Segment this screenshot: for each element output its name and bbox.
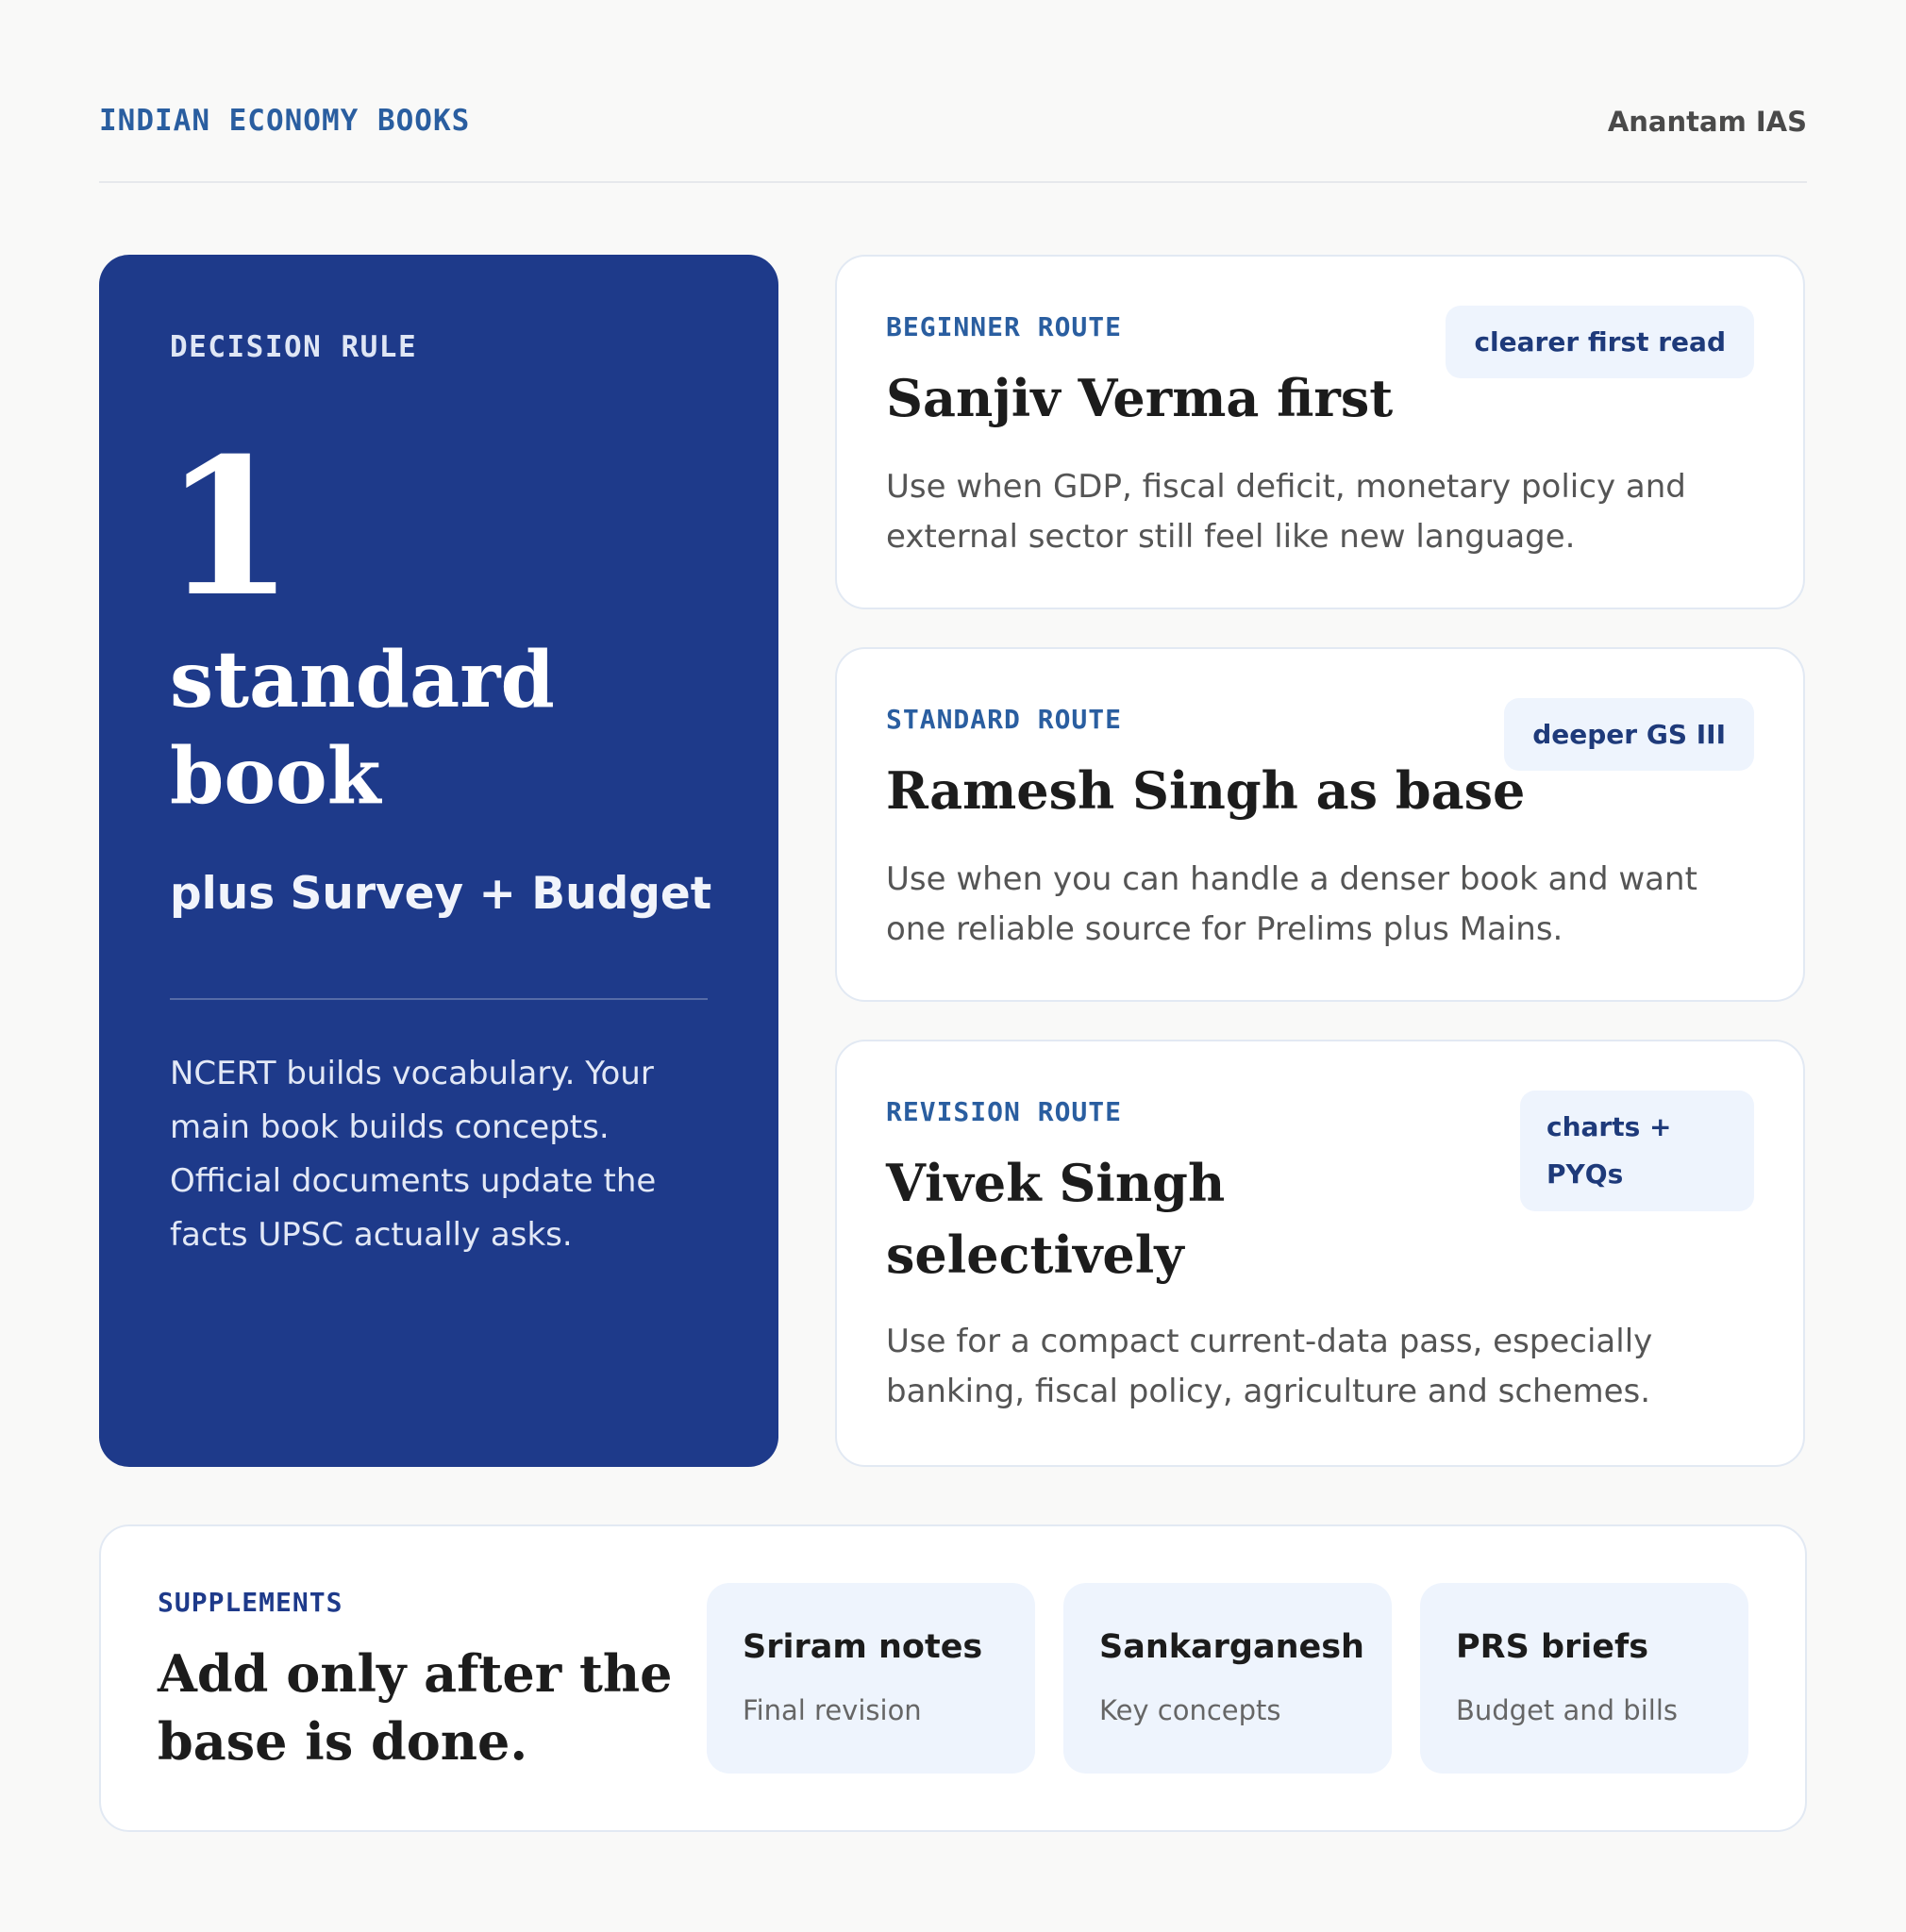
supplement-note: Final revision — [743, 1694, 922, 1726]
route-card-beginner — [835, 255, 1805, 609]
supplement-name: Sankarganesh — [1099, 1628, 1364, 1666]
route-badge — [1520, 1091, 1754, 1211]
route-badge: clearer first read — [1446, 306, 1754, 378]
route-kicker: REVISION ROUTE — [886, 1096, 1123, 1127]
supplements-panel — [99, 1524, 1807, 1832]
decision-body: NCERT builds vocabulary. Your main book builds concepts. Official documents update the facts UPSC actually asks. — [170, 1055, 657, 1254]
decision-headline-line1: standard — [170, 635, 555, 725]
route-badge-line1: charts + — [1547, 1111, 1672, 1142]
route-description: Use for a compact current-data pass, especially banking, fiscal policy, agriculture and schemes. — [886, 1323, 1653, 1410]
supplements-title — [158, 1640, 686, 1775]
page-title: INDIAN ECONOMY BOOKS — [99, 104, 471, 138]
route-card-revision — [835, 1040, 1805, 1467]
route-badge-line2: PYQs — [1547, 1158, 1624, 1190]
route-title-line2: selectively — [886, 1224, 1184, 1285]
supplement-name: Sriram notes — [743, 1628, 983, 1666]
supplement-note: Key concepts — [1099, 1694, 1281, 1726]
decision-rule-card — [99, 255, 778, 1467]
decision-kicker: DECISION RULE — [170, 330, 418, 364]
route-kicker: STANDARD ROUTE — [886, 704, 1123, 735]
supplements-title-line1: Add only after the — [158, 1643, 673, 1704]
decision-headline-line2: book — [170, 731, 381, 822]
supplements-kicker: SUPPLEMENTS — [158, 1587, 343, 1618]
route-description: Use when you can handle a denser book and want one reliable source for Prelims plus Mains. — [886, 860, 1697, 948]
route-title-line1: Vivek Singh — [886, 1153, 1226, 1213]
route-description: Use when GDP, fiscal deficit, monetary policy and external sector still feel like new language. — [886, 468, 1686, 556]
header-divider — [99, 181, 1807, 183]
route-title — [886, 1147, 1225, 1291]
brand-name: Anantam IAS — [1607, 106, 1807, 138]
supplement-name: PRS briefs — [1456, 1628, 1649, 1666]
decision-divider — [170, 998, 708, 1000]
route-title: Ramesh Singh as base — [886, 760, 1526, 821]
decision-subtitle: plus Survey + Budget — [170, 868, 712, 920]
decision-number: 1 — [163, 417, 295, 639]
route-title: Sanjiv Verma first — [886, 368, 1394, 428]
supplement-tile — [1420, 1583, 1748, 1774]
route-kicker: BEGINNER ROUTE — [886, 311, 1123, 342]
decision-headline — [170, 632, 555, 824]
supplement-tile — [707, 1583, 1035, 1774]
supplement-note: Budget and bills — [1456, 1694, 1678, 1726]
route-badge: deeper GS III — [1504, 698, 1754, 771]
route-card-standard — [835, 647, 1805, 1002]
supplement-tile — [1063, 1583, 1392, 1774]
supplements-title-line2: base is done. — [158, 1711, 528, 1772]
